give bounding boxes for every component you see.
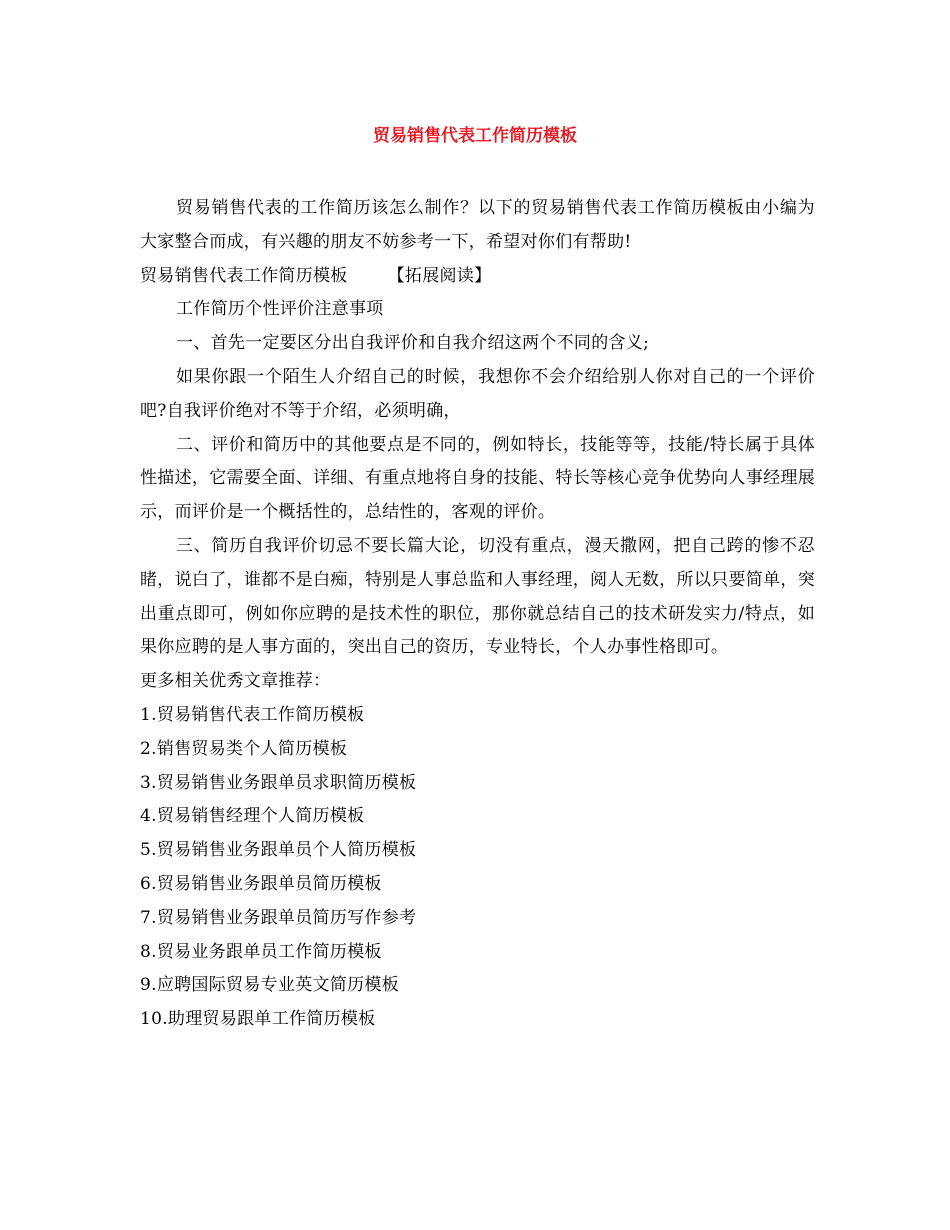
recommendation-link-2[interactable]: 2.销售贸易类个人简历模板: [140, 738, 348, 759]
recommendation-link-9[interactable]: 9.应聘国际贸易专业英文简历模板: [140, 975, 400, 996]
recommendation-link-10[interactable]: 10.助理贸易跟单工作简历模板: [140, 1009, 376, 1030]
recommendation-link-1[interactable]: 1.贸易销售代表工作简历模板: [140, 704, 365, 725]
recommendation-link-6[interactable]: 6.贸易销售业务跟单员简历模板: [140, 873, 382, 894]
paragraph-point-1: 一、首先一定要区分出自我评价和自我介绍这两个不同的含义;: [176, 333, 650, 354]
document-body: [140, 192, 815, 1037]
related-reading-line: [140, 260, 815, 294]
recommend-heading: 更多相关优秀文章推荐：: [140, 671, 331, 692]
intro-paragraph: 贸易销售代表的工作简历该怎么制作？以下的贸易销售代表工作简历模板由小编为大家整合而成，有兴趣的朋友不妨参考一下，希望对你们有帮助!: [140, 198, 815, 252]
recommendation-link-5[interactable]: 5.贸易销售业务跟单员个人简历模板: [140, 840, 417, 861]
paragraph-point-1-explanation: 如果你跟一个陌生人介绍自己的时候，我想你不会介绍给别人你对自己的一个评价吧?自我评价绝对不等于介绍，必须明确，: [140, 366, 815, 421]
document-title: 贸易销售代表工作简历模板: [373, 126, 577, 146]
recommendation-link-7[interactable]: 7.贸易销售业务跟单员简历写作参考: [140, 907, 417, 928]
recommendation-list: [140, 699, 815, 1037]
paragraph-point-2: 二、评价和简历中的其他要点是不同的，例如特长，技能等等，技能/特长属于具体性描述，它需要全面、详细、有重点地将自身的技能、特长等核心竞争优势向人事经理展示，而评价是一个概括性的，总结性的，客观的评价。: [140, 434, 815, 523]
section-heading: 工作简历个性评价注意事项: [176, 299, 384, 320]
extended-reading-link[interactable]: 【拓展阅读】: [387, 265, 492, 286]
recommendation-link-3[interactable]: 3.贸易销售业务跟单员求职简历模板: [140, 772, 417, 793]
recommendation-link-8[interactable]: 8.贸易业务跟单员工作简历模板: [140, 941, 382, 962]
related-title: 贸易销售代表工作简历模板: [140, 265, 348, 286]
paragraph-point-3: 三、简历自我评价切忌不要长篇大论，切没有重点，漫天撒网，把自己跨的惨不忍睹，说白了，谁都不是白痴，特别是人事总监和人事经理，阅人无数，所以只要简单，突出重点即可，例如你应聘的是技术性的职位，那你就总结自己的技术研发实力/特点，如果你应聘的是人事方面的，突出自己的资历，专业特长，个人办事性格即可。: [140, 535, 815, 658]
recommendation-link-4[interactable]: 4.贸易销售经理个人简历模板: [140, 806, 365, 827]
